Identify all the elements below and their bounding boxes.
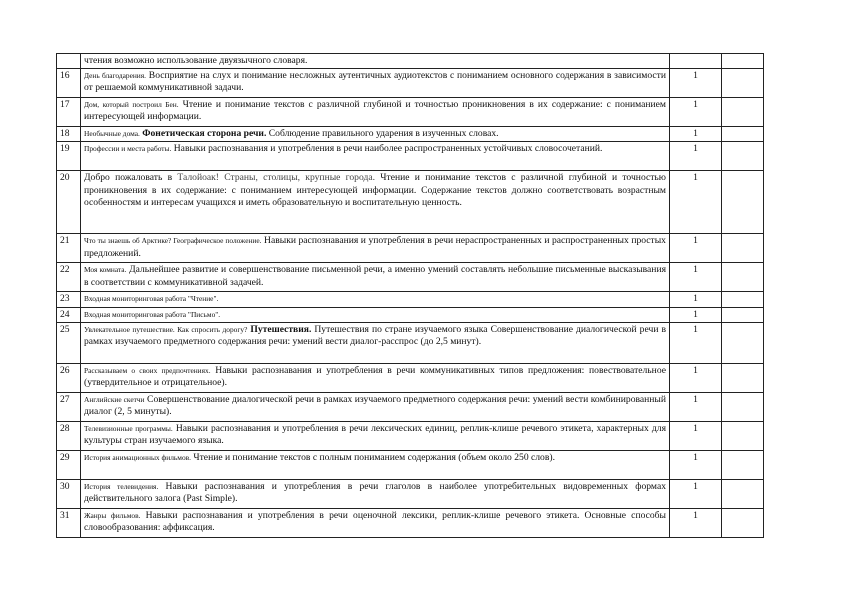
empty-cell [722,307,764,322]
empty-cell [722,421,764,450]
topic-text-part: Что ты знаешь об Арктике? Географическое положение. [84,236,262,246]
lesson-topic [81,171,670,234]
topic-text-part: Навыки распознавания и употребления в речи коммуникативных типов предложения: повествовательное (утвердительное и отрицательное). [84,364,666,389]
table-row [57,142,764,171]
topic-text-part: История анимационных фильмов. [84,452,191,462]
topic-text-part: День благодарения. [84,71,147,81]
lesson-number: 24 [57,307,81,322]
lesson-topic [81,363,670,392]
table-row [57,322,764,363]
topic-text-part: Путешествия по стране изучаемого языка Совершенствование диалогической речи в рамках изучаемого предметного содержания речи: умений вести диалог-расспрос (до 2,5 минут). [84,323,666,348]
topic-text-part: Увлекательное путешествие. Как спросить дорогу? [84,324,248,334]
topic-text-part: Совершенствование диалогической речи в рамках изучаемого предметного содержания речи: умений вести комбинированный диалог (2, 5 минуты). [84,393,667,418]
lesson-hours [670,54,722,69]
empty-cell [722,142,764,171]
table-row [57,292,764,307]
table-row [57,479,764,508]
topic-text-part: Добро пожаловать в [84,172,178,184]
lesson-hours: 1 [670,363,722,392]
lesson-topic [81,307,670,322]
lesson-hours: 1 [670,508,722,537]
table-row [57,98,764,127]
topic-text-part: Чтение и понимание текстов с различной глубиной и точностью проникновения в их содержание: с пониманием интересующей информации. [84,99,666,123]
lesson-topic [81,292,670,307]
table-row [57,54,764,69]
empty-cell [722,508,764,537]
topic-text-part: Входная мониторинговая работа "Чтение". [84,294,219,304]
topic-text-part: Моя комната. [84,265,127,275]
empty-cell [722,450,764,479]
topic-text-part: Английские скетчи [84,394,145,404]
topic-text-part: Входная мониторинговая работа "Письмо". [84,309,221,319]
empty-cell [722,363,764,392]
lesson-number: 18 [57,127,81,142]
topic-text-part: Восприятие на слух и понимание несложных аутентичных аудиотекстов с пониманием основного содержания в зависимости от решаемой коммуникативной задачи. [84,70,666,94]
topic-text-part: Навыки распознавания и употребления в речи глаголов в наиболее употребительных видовременных формах действительного залога (Past Simple). [84,480,666,505]
topic-text-part: Рассказываем о своих предпочтениях. [84,365,211,375]
lesson-number: 21 [57,234,81,263]
table-row [57,69,764,98]
lesson-number: 16 [57,69,81,98]
lesson-number: 28 [57,421,81,450]
lesson-number: 23 [57,292,81,307]
lesson-hours: 1 [670,171,722,234]
table-row [57,421,764,450]
topic-text-part: Дом, который построил Бен. [84,100,179,110]
lesson-number: 27 [57,392,81,421]
empty-cell [722,322,764,363]
topic-text-part: Навыки распознавания и употребления в речи нераспространенных и распространенных простых предложений. [84,235,666,259]
table-row [57,171,764,234]
lesson-topic [81,263,670,292]
topic-text-part: Навыки распознавания и употребления в речи оценочной лексики, реплик-клише речевого этикета. Основные способы словообразования: аффиксация. [84,509,666,534]
empty-cell [722,54,764,69]
lesson-number: 22 [57,263,81,292]
empty-cell [722,171,764,234]
topic-text-part: Чтение и понимание текстов с различной глубиной и точностью проникновения в их содержание: с пониманием интересующей информации. Содержание текстов должно соответствовать возрастным особенностям и интересам учащихся и иметь образовательную и воспитательную ценность. [84,172,666,208]
table-row [57,363,764,392]
lesson-hours: 1 [670,127,722,142]
topic-text-part: Навыки распознавания и употребления в речи наиболее распространенных устойчивых словосочетаний. [171,143,603,155]
table-row [57,234,764,263]
lesson-topic [81,421,670,450]
topic-text-part: Путешествия. [247,323,312,335]
table-row [57,450,764,479]
lesson-number: 19 [57,142,81,171]
lesson-hours: 1 [670,98,722,127]
table-row [57,263,764,292]
topic-text-part: Жанры фильмов. [84,510,141,520]
topic-text-part: Чтение и понимание текстов с полным пониманием содержания (объем около 250 слов). [190,451,555,463]
empty-cell [722,263,764,292]
empty-cell [722,234,764,263]
lesson-topic [81,450,670,479]
lesson-topic [81,392,670,421]
lesson-number: 31 [57,508,81,537]
lesson-plan-table [56,53,764,538]
topic-text-part: Необычные дома. [84,129,140,139]
empty-cell [722,69,764,98]
lesson-topic [81,127,670,142]
lesson-topic [81,142,670,171]
lesson-topic [81,69,670,98]
lesson-number: 20 [57,171,81,234]
lesson-number: 17 [57,98,81,127]
topic-text-part: Фонетическая сторона речи. [139,128,267,140]
lesson-number: 25 [57,322,81,363]
empty-cell [722,292,764,307]
topic-text-part: Соблюдение правильного ударения в изученных словах. [266,128,499,140]
empty-cell [722,392,764,421]
empty-cell [722,479,764,508]
lesson-hours: 1 [670,142,722,171]
lesson-hours: 1 [670,292,722,307]
table-row [57,508,764,537]
topic-text-part: Талойоак! Страны, столицы, крупные города. [177,172,376,184]
lesson-hours: 1 [670,479,722,508]
table-row [57,127,764,142]
lesson-topic [81,508,670,537]
lesson-hours: 1 [670,234,722,263]
lesson-topic [81,98,670,127]
topic-text-part: Телевизионные программы. [84,423,173,433]
lesson-topic [81,479,670,508]
empty-cell [722,127,764,142]
lesson-number: 30 [57,479,81,508]
topic-text-part: История телевидения. [84,481,159,491]
lesson-topic [81,322,670,363]
lesson-number: 26 [57,363,81,392]
lesson-hours: 1 [670,450,722,479]
lesson-hours: 1 [670,322,722,363]
table-row [57,392,764,421]
lesson-number [57,54,81,69]
topic-text-part: Навыки распознавания и употребления в речи лексических единиц, реплик-клише речевого этикета, характерных для культуры стран изучаемого языка. [84,422,666,447]
topic-text-part: чтения возможно использование двуязычного словаря. [84,55,308,66]
table-row [57,307,764,322]
lesson-plan-body [57,54,764,538]
empty-cell [722,98,764,127]
lesson-hours: 1 [670,69,722,98]
topic-text-part: Дальнейшее развитие и совершенствование письменной речи, а именно умений составлять небольшие письменные высказывания в соответствии с коммуникативной задачей. [84,264,666,288]
lesson-topic [81,234,670,263]
lesson-number: 29 [57,450,81,479]
lesson-hours: 1 [670,421,722,450]
lesson-hours: 1 [670,307,722,322]
lesson-hours: 1 [670,392,722,421]
lesson-hours: 1 [670,263,722,292]
lesson-topic [81,54,670,69]
topic-text-part: Профессии и места работы. [84,144,172,154]
